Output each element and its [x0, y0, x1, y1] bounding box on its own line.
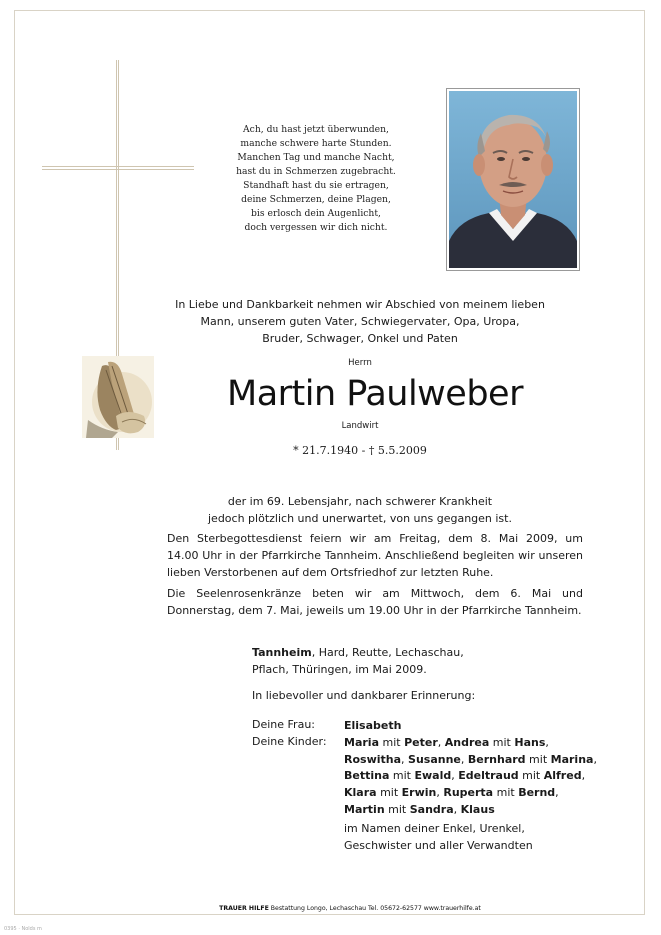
child-name: Klaus: [460, 802, 495, 816]
children-line: [344, 768, 597, 785]
child-name: Erwin: [401, 786, 437, 800]
child-connector: mit: [525, 752, 551, 766]
footer-text: Bestattung Longo, Lechaschau Tel. 05672-62577 www.trauerhilfe.at: [268, 905, 481, 912]
intro-line: Bruder, Schwager, Onkel und Paten: [262, 332, 458, 345]
child-name: Ruperta: [443, 786, 494, 800]
place-line-2: Pflach, Thüringen, im Mai 2009.: [252, 663, 427, 676]
child-connector: ,: [460, 752, 468, 766]
child-connector: ,: [401, 752, 409, 766]
child-name: Alfred: [543, 769, 582, 783]
poem-line: Ach, du hast jetzt überwunden,: [243, 124, 389, 135]
child-name: Roswitha: [344, 752, 402, 766]
poem-line: manche schwere harte Stunden.: [240, 138, 392, 149]
rosary-paragraph: [167, 585, 583, 619]
praying-hands-image: [82, 356, 154, 438]
child-connector: mit: [493, 786, 519, 800]
footer-brand: TRAUER HILFE: [219, 905, 269, 912]
child-name: Maria: [344, 735, 379, 749]
children-line: [344, 785, 597, 802]
life-line: der im 69. Lebensjahr, nach schwerer Krankheit: [227, 495, 493, 508]
child-name: Edeltraud: [458, 769, 519, 783]
child-connector: mit: [489, 735, 515, 749]
life-statement: [160, 493, 560, 527]
child-name: Sandra: [409, 802, 454, 816]
occupation: Landwirt: [341, 421, 379, 431]
child-name: Peter: [404, 735, 438, 749]
children-line: [344, 752, 597, 769]
intro-line: In Liebe und Dankbarkeit nehmen wir Abschied von meinem lieben: [175, 298, 545, 311]
family-names: [344, 718, 597, 819]
remembrance-line: In liebevoller und dankbarer Erinnerung:: [252, 689, 476, 702]
child-connector: ,: [453, 802, 461, 816]
print-stamp: 0395 · Nolds m: [4, 926, 42, 932]
child-connector: mit: [518, 769, 544, 783]
child-name: Susanne: [408, 752, 461, 766]
child-connector: ,: [437, 735, 445, 749]
funeral-line: 14.00 Uhr in der Pfarrkirche Tannheim. Anschließend begleiten wir unseren: [167, 549, 583, 562]
rosary-line: Die Seelenrosenkränze beten wir am Mittwoch, dem 6. Mai und: [167, 587, 583, 600]
child-name: Marina: [550, 752, 594, 766]
child-name: Bettina: [344, 769, 390, 783]
place-rest: , Hard, Reutte, Lechaschau,: [311, 646, 464, 659]
child-name: Bernhard: [467, 752, 526, 766]
cross-horizontal-beam: [42, 166, 194, 170]
poem-line: Manchen Tag und manche Nacht,: [237, 152, 395, 163]
poem-line: deine Schmerzen, deine Plagen,: [241, 194, 391, 205]
poem-line: bis erlosch dein Augenlicht,: [251, 208, 381, 219]
child-name: Klara: [344, 786, 377, 800]
poem-line: doch vergessen wir dich nicht.: [244, 222, 388, 233]
child-connector: ,: [581, 769, 586, 783]
wife-label: Deine Frau:: [252, 718, 315, 731]
child-connector: ,: [451, 769, 459, 783]
deceased-name: Martin Paulweber: [227, 374, 523, 414]
child-connector: mit: [384, 802, 410, 816]
child-connector: ,: [555, 786, 559, 800]
closing-line: im Namen deiner Enkel, Urenkel,: [344, 822, 525, 835]
closing-lines: [344, 820, 533, 854]
funeral-line: Den Sterbegottesdienst feiern wir am Freitag, dem 8. Mai 2009, um: [167, 532, 583, 545]
closing-line: Geschwister und aller Verwandten: [344, 839, 533, 852]
portrait-image: [449, 91, 577, 268]
child-name: Ewald: [414, 769, 452, 783]
child-name: Martin: [344, 802, 385, 816]
child-connector: ,: [545, 735, 549, 749]
wife-name: Elisabeth: [344, 719, 402, 732]
children-line: [344, 802, 597, 819]
place-and-date: [252, 644, 552, 678]
footer-imprint: [150, 905, 550, 912]
children-line: [344, 735, 597, 752]
farewell-intro: [150, 296, 570, 347]
children-label: Deine Kinder:: [252, 735, 327, 748]
life-dates: * 21.7.1940 - † 5.5.2009: [293, 444, 427, 457]
rosary-line: Donnerstag, dem 7. Mai, jeweils um 19.00 Uhr in der Pfarrkirche Tannheim.: [167, 604, 582, 617]
child-connector: mit: [379, 735, 405, 749]
child-connector: mit: [389, 769, 415, 783]
poem-line: hast du in Schmerzen zugebracht.: [236, 166, 396, 177]
funeral-service-paragraph: [167, 530, 583, 581]
child-connector: ,: [593, 752, 597, 766]
child-name: Bernd: [518, 786, 556, 800]
poem: [228, 123, 404, 235]
child-name: Andrea: [444, 735, 490, 749]
poem-line: Standhaft hast du sie ertragen,: [243, 180, 389, 191]
child-name: Hans: [514, 735, 546, 749]
title-herrn: Herrn: [348, 358, 372, 368]
funeral-line: lieben Verstorbenen auf dem Ortsfriedhof zur letzten Ruhe.: [167, 566, 494, 579]
intro-line: Mann, unserem guten Vater, Schwiegervater, Opa, Uropa,: [200, 315, 520, 328]
child-connector: ,: [436, 786, 444, 800]
child-connector: mit: [376, 786, 402, 800]
place-town: Tannheim: [252, 646, 312, 659]
portrait-photo: [446, 88, 580, 271]
life-line: jedoch plötzlich und unerwartet, von uns gegangen ist.: [208, 512, 512, 525]
